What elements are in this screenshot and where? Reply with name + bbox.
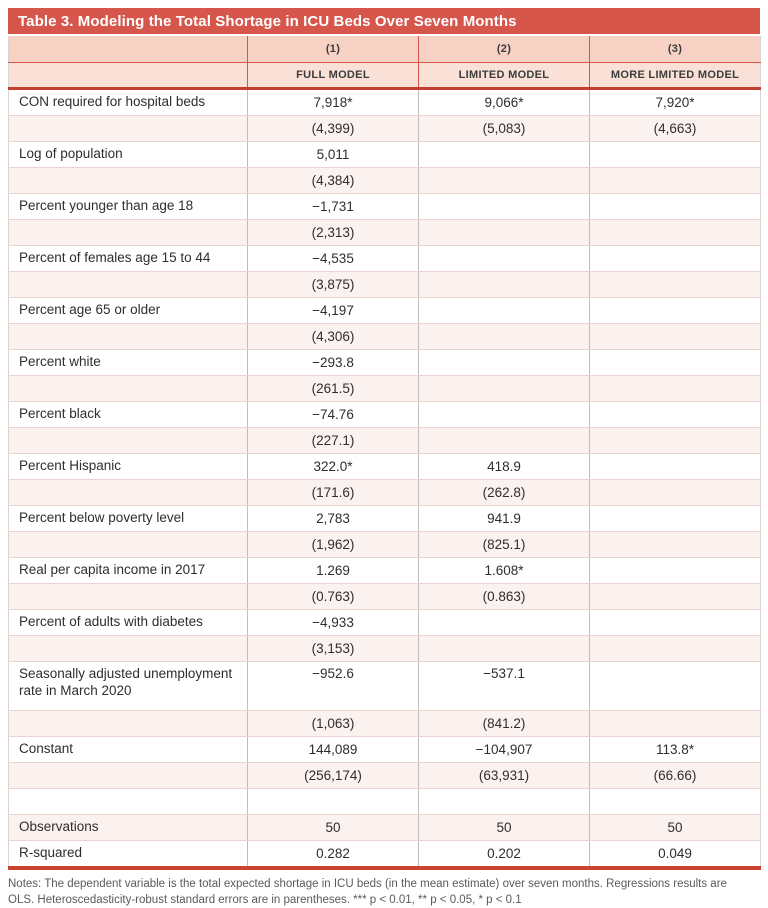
- cell-value: (4,384): [248, 168, 419, 194]
- cell-value: −4,933: [248, 610, 419, 636]
- cell-value: (262.8): [419, 480, 590, 506]
- table-row: [9, 89, 761, 116]
- row-label: Log of population: [9, 142, 248, 168]
- cell-value: (2,313): [248, 220, 419, 246]
- row-label: Percent below poverty level: [9, 506, 248, 532]
- cell-value: (63,931): [419, 763, 590, 789]
- cell-value: [590, 220, 761, 246]
- table-row: [9, 815, 761, 841]
- cell-value: 1.269: [248, 558, 419, 584]
- cell-value: 50: [248, 815, 419, 841]
- cell-value: [590, 506, 761, 532]
- row-label: [9, 168, 248, 194]
- cell-value: [419, 298, 590, 324]
- column-model-row: [9, 63, 761, 89]
- table-row: [9, 711, 761, 737]
- cell-value: (1,962): [248, 532, 419, 558]
- row-label: Seasonally adjusted unemployment rate in March 2020: [9, 662, 248, 711]
- cell-value: [590, 636, 761, 662]
- cell-value: −4,535: [248, 246, 419, 272]
- cell-value: [590, 662, 761, 711]
- table-row: [9, 610, 761, 636]
- cell-value: [419, 636, 590, 662]
- cell-value: 418.9: [419, 454, 590, 480]
- cell-value: [419, 402, 590, 428]
- cell-value: (3,153): [248, 636, 419, 662]
- cell-value: (66.66): [590, 763, 761, 789]
- cell-value: [419, 610, 590, 636]
- cell-value: 50: [590, 815, 761, 841]
- cell-value: 0.049: [590, 841, 761, 869]
- table-header: [9, 36, 761, 89]
- cell-value: [419, 376, 590, 402]
- column-header-model-1: FULL MODEL: [248, 63, 419, 89]
- cell-value: [590, 558, 761, 584]
- table-row: [9, 376, 761, 402]
- cell-value: [419, 142, 590, 168]
- cell-value: (4,663): [590, 116, 761, 142]
- table-row: [9, 763, 761, 789]
- row-label: Constant: [9, 737, 248, 763]
- cell-value: [590, 711, 761, 737]
- cell-value: [590, 246, 761, 272]
- cell-value: 7,918*: [248, 89, 419, 116]
- cell-value: 113.8*: [590, 737, 761, 763]
- cell-value: (171.6): [248, 480, 419, 506]
- table-row: [9, 662, 761, 711]
- cell-value: 7,920*: [590, 89, 761, 116]
- cell-value: 5,011: [248, 142, 419, 168]
- cell-value: [590, 272, 761, 298]
- table-title: Table 3. Modeling the Total Shortage in ICU Beds Over Seven Months: [18, 12, 517, 30]
- cell-value: [590, 298, 761, 324]
- cell-value: [590, 324, 761, 350]
- row-label: [9, 480, 248, 506]
- cell-value: [590, 428, 761, 454]
- cell-value: [419, 220, 590, 246]
- cell-value: [419, 350, 590, 376]
- cell-value: 144,089: [248, 737, 419, 763]
- table-row: [9, 480, 761, 506]
- cell-value: [248, 789, 419, 815]
- row-label: [9, 324, 248, 350]
- table-row: [9, 402, 761, 428]
- table-row: [9, 220, 761, 246]
- cell-value: [419, 194, 590, 220]
- column-header-number-3: (3): [590, 36, 761, 63]
- empty-header-cell: [9, 36, 248, 63]
- row-label: [9, 789, 248, 815]
- cell-value: 50: [419, 815, 590, 841]
- cell-value: (0.763): [248, 584, 419, 610]
- cell-value: [590, 610, 761, 636]
- cell-value: −537.1: [419, 662, 590, 711]
- row-label: Percent of females age 15 to 44: [9, 246, 248, 272]
- table-row: [9, 168, 761, 194]
- row-label: Observations: [9, 815, 248, 841]
- cell-value: [590, 350, 761, 376]
- notes-line-2: OLS. Heteroscedasticity-robust standard errors are in parentheses. *** p < 0.01, ** p < 0.05, * p < 0.1: [8, 894, 522, 907]
- cell-value: 322.0*: [248, 454, 419, 480]
- cell-value: (5,083): [419, 116, 590, 142]
- cell-value: (0.863): [419, 584, 590, 610]
- row-label: [9, 584, 248, 610]
- cell-value: (227.1): [248, 428, 419, 454]
- row-label: [9, 636, 248, 662]
- cell-value: (841.2): [419, 711, 590, 737]
- table-row: [9, 298, 761, 324]
- row-label: Percent of adults with diabetes: [9, 610, 248, 636]
- table-body: [9, 89, 761, 869]
- table-title-bar: [8, 8, 760, 34]
- table-row: [9, 506, 761, 532]
- table-row: [9, 194, 761, 220]
- row-label: [9, 116, 248, 142]
- cell-value: [590, 789, 761, 815]
- table-row: [9, 636, 761, 662]
- row-label: [9, 532, 248, 558]
- cell-value: −952.6: [248, 662, 419, 711]
- cell-value: [419, 168, 590, 194]
- table-row: [9, 454, 761, 480]
- cell-value: [419, 272, 590, 298]
- cell-value: 9,066*: [419, 89, 590, 116]
- cell-value: −104,907: [419, 737, 590, 763]
- notes-line-1: Notes: The dependent variable is the total expected shortage in ICU beds (in the mean estimate) over seven months. Regressions results are: [8, 878, 727, 890]
- cell-value: [419, 789, 590, 815]
- cell-value: [419, 246, 590, 272]
- cell-value: 1.608*: [419, 558, 590, 584]
- table-row: [9, 350, 761, 376]
- cell-value: [590, 402, 761, 428]
- table-row: [9, 272, 761, 298]
- cell-value: −4,197: [248, 298, 419, 324]
- column-header-model-2: LIMITED MODEL: [419, 63, 590, 89]
- cell-value: 0.282: [248, 841, 419, 869]
- table-row: [9, 532, 761, 558]
- row-label: Real per capita income in 2017: [9, 558, 248, 584]
- cell-value: 2,783: [248, 506, 419, 532]
- cell-value: −1,731: [248, 194, 419, 220]
- table-row: [9, 737, 761, 763]
- table-row: [9, 584, 761, 610]
- cell-value: [590, 142, 761, 168]
- row-label: [9, 376, 248, 402]
- cell-value: [419, 324, 590, 350]
- row-label: [9, 711, 248, 737]
- row-label: Percent age 65 or older: [9, 298, 248, 324]
- cell-value: [590, 532, 761, 558]
- cell-value: [419, 428, 590, 454]
- column-header-number-2: (2): [419, 36, 590, 63]
- table-row: [9, 142, 761, 168]
- cell-value: [590, 584, 761, 610]
- cell-value: [590, 194, 761, 220]
- cell-value: −74.76: [248, 402, 419, 428]
- row-label: CON required for hospital beds: [9, 89, 248, 116]
- table-notes: [8, 876, 760, 908]
- row-label: [9, 428, 248, 454]
- row-label: R-squared: [9, 841, 248, 869]
- cell-value: (261.5): [248, 376, 419, 402]
- cell-value: [590, 480, 761, 506]
- table-row: [9, 246, 761, 272]
- row-label: [9, 220, 248, 246]
- table-row: [9, 116, 761, 142]
- row-label: [9, 272, 248, 298]
- row-label: [9, 763, 248, 789]
- table-row: [9, 324, 761, 350]
- cell-value: [590, 376, 761, 402]
- table-row: [9, 558, 761, 584]
- cell-value: 941.9: [419, 506, 590, 532]
- row-label: Percent Hispanic: [9, 454, 248, 480]
- cell-value: (1,063): [248, 711, 419, 737]
- cell-value: −293.8: [248, 350, 419, 376]
- cell-value: (3,875): [248, 272, 419, 298]
- cell-value: 0.202: [419, 841, 590, 869]
- cell-value: (256,174): [248, 763, 419, 789]
- row-label: Percent younger than age 18: [9, 194, 248, 220]
- column-header-number-1: (1): [248, 36, 419, 63]
- cell-value: (4,306): [248, 324, 419, 350]
- cell-value: (4,399): [248, 116, 419, 142]
- table-row: [9, 789, 761, 815]
- table-row: [9, 841, 761, 869]
- empty-header-cell: [9, 63, 248, 89]
- column-header-model-3: MORE LIMITED MODEL: [590, 63, 761, 89]
- cell-value: [590, 168, 761, 194]
- cell-value: [590, 454, 761, 480]
- column-number-row: [9, 36, 761, 63]
- cell-value: (825.1): [419, 532, 590, 558]
- row-label: Percent white: [9, 350, 248, 376]
- table-row: [9, 428, 761, 454]
- row-label: Percent black: [9, 402, 248, 428]
- regression-table: [8, 36, 761, 870]
